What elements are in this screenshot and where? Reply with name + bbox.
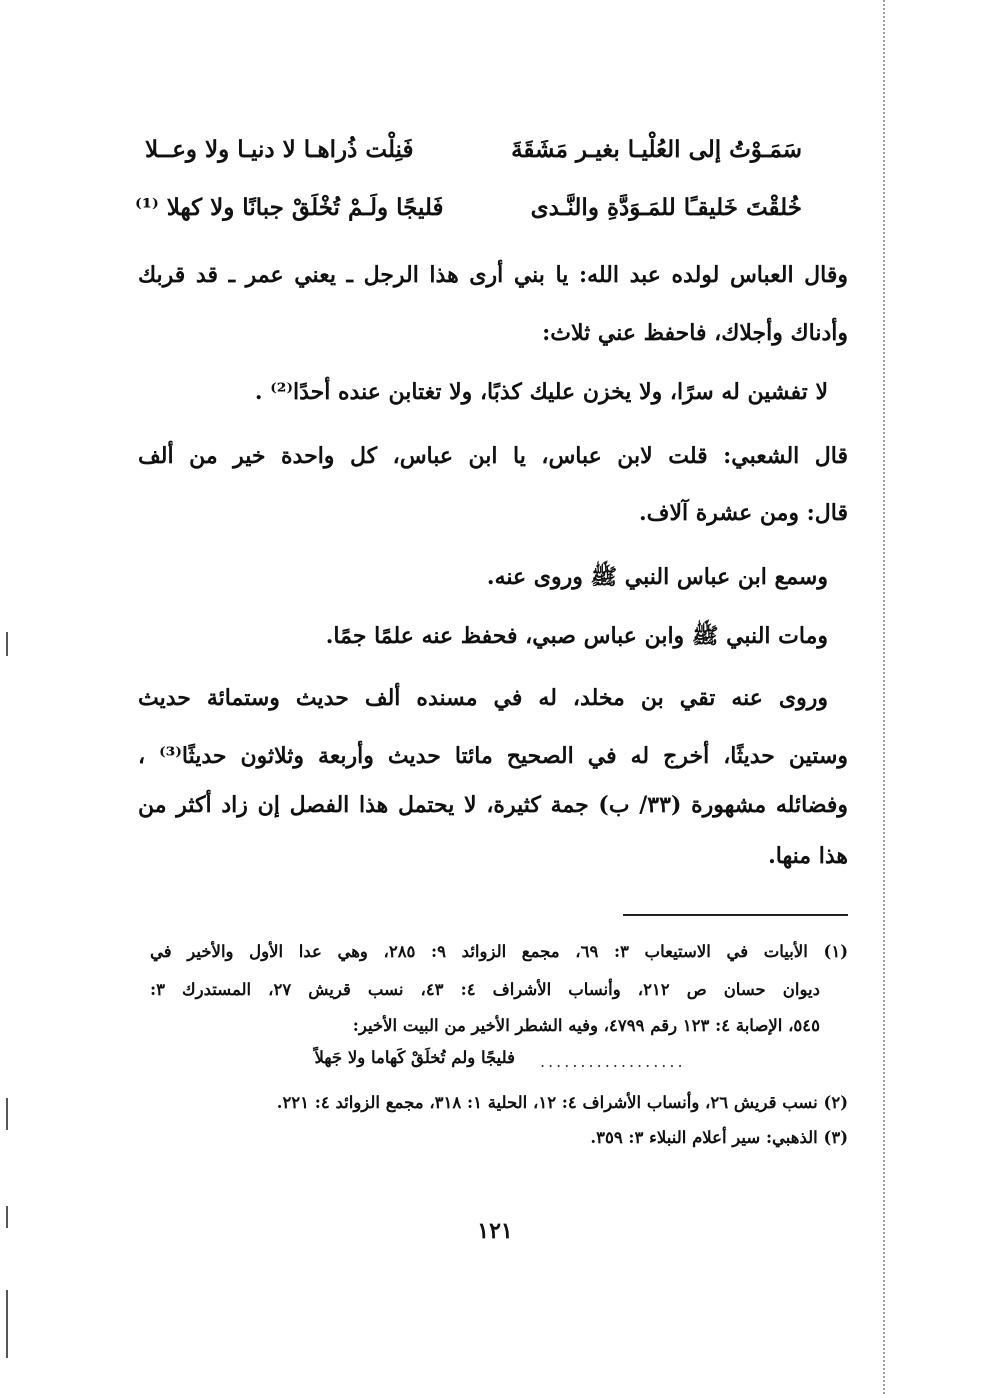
footnote-2: (٢) نسب قريش ٢٦، وأنساب الأشراف ٤: ١٢، الحلية ١: ٣١٨، مجمع الزوائد ٤: ٢٢١. [276,1093,848,1112]
body-line-5: قال: ومن عشرة آلاف. [639,500,848,526]
body-line-11: هذا منها. [768,843,848,869]
body-line-3: لا تفشين له سرًا، ولا يخزن عليك كذبًا، ولا تغتابن عنده أحدًا⁽²⁾ . [254,379,828,405]
footnote-1-line-2: ديوان حسان ص ٢١٢، وأنساب الأشراف ٤: ٤٣، نسب قريش ٢٧، المستدرك ٣: [150,980,820,999]
footnote-1-line-3: ٥٤٥، الإصابة ٤: ١٢٣ رقم ٤٧٩٩، وفيه الشطر الأخير من البيت الأخير: [352,1016,820,1035]
margin-dotted-rule [883,0,885,1394]
footnote-ellipsis: .................. [540,1052,686,1071]
scan-edge-mark [6,1206,8,1228]
scan-edge-mark [6,1290,8,1358]
body-line-6: وسمع ابن عباس النبي ﷺ وروى عنه. [486,564,828,590]
body-line-2: وأدناك وأجلاك، فاحفظ عني ثلاث: [542,320,848,346]
page-number: ١٢١ [477,1218,513,1244]
scan-edge-mark [6,632,8,656]
footnote-1-line-1: (١) الأبيات في الاستيعاب ٣: ٦٩، مجمع الزوائد ٩: ٢٨٥، وهي عدا الأول والأخير في [150,942,848,961]
body-line-9: وستين حديثًا، أخرج له في الصحيح مائتا حديث وأربعة وثلاثون حديثًا⁽³⁾ ، [138,743,849,769]
body-line-10: وفضائله مشهورة (٣٣/ ب) جمة كثيرة، لا يحتمل هذا الفصل إن زاد أكثر من [138,792,848,818]
body-line-8: وروى عنه تقي بن مخلد، له في مسنده ألف حديث وستمائة حديث [138,685,829,711]
verse-1-second-hemistich: فَنِلْت ذُراهـا لا دنيـا ولا وعــلا [145,136,414,163]
verse-2-first-hemistich: خُلقْتَ خَليقـًا للمَـوَدَّةِ والنَّـدى [530,194,802,221]
footnote-3: (٣) الذهبي: سير أعلام النبلاء ٣: ٣٥٩. [590,1128,848,1147]
body-line-7: ومات النبي ﷺ وابن عباس صبي، فحفظ عنه علمًا جمًا. [325,623,828,649]
verse-1-first-hemistich: سَمَـوْتُ إلى العُلْيـا بغيـر مَشَقَةَ [511,136,802,163]
footnote-separator [623,914,848,916]
body-line-1: وقال العباس لولده عبد الله: يا بني أرى هذا الرجل ـ يعني عمر ـ قد قربك [138,262,848,288]
body-line-4: قال الشعبي: قلت لابن عباس، يا ابن عباس، كل واحدة خير من ألف [138,443,848,469]
verse-2-second-hemistich: فَليجًا ولَـمْ تُخْلَقْ جبانًا ولا كهلا ⁽¹⁾ [135,194,444,221]
footnote-1-verse: فليجًا ولم تُخلَقْ كَهاما ولا جَهلاً [314,1048,515,1067]
scan-edge-mark [6,1098,8,1130]
